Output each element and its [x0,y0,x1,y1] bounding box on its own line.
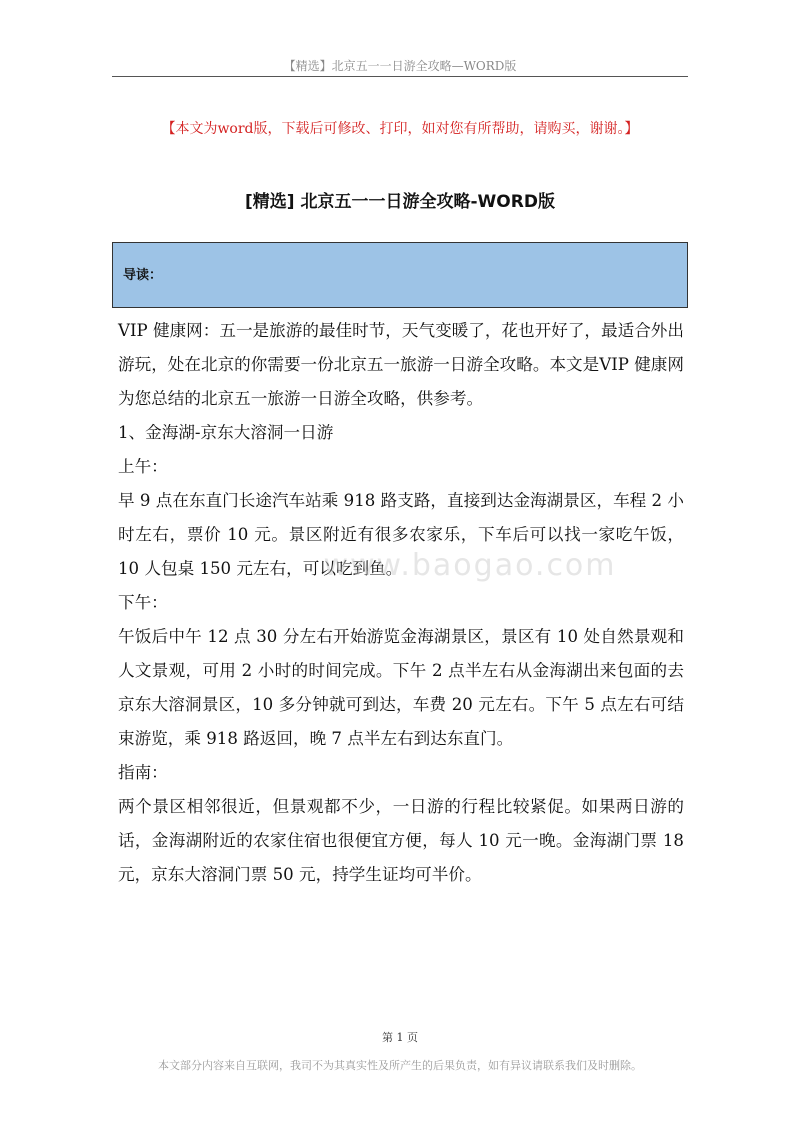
guide-paragraph: 两个景区相邻很近，但景观都不少，一日游的行程比较紧促。如果两日游的话，金海湖附近的农家住宿也很便宜方便，每人 10 元一晚。金海湖门票 18 元，京东大溶洞门票 50 元，持学生证均可半价。 [118,797,684,884]
guide-label: 导读： [123,268,163,283]
watermark: www.baogao.com [323,548,617,583]
afternoon-paragraph: 午饭后中午 12 点 30 分左右开始游览金海湖景区，景区有 10 处自然景观和人文景观，可用 2 小时的时间完成。下午 2 点半左右从金海湖出来包面的去京东大溶洞景区，10 多分钟就可到达，车费 20 元左右。下午 5 点左右可结束游览，乘 918 路返回，晚 7 点半左右到达东直门。 [118,627,684,748]
guide-heading: 指南： [118,763,168,782]
document-body [118,314,684,892]
morning-heading: 上午： [118,457,168,476]
header-divider [112,76,688,77]
afternoon-heading: 下午： [118,593,168,612]
word-version-notice: 【本文为word版，下载后可修改、打印，如对您有所帮助，请购买，谢谢。】 [161,121,639,137]
footer-disclaimer: 本文部分内容来自互联网，我司不为其真实性及所产生的后果负责，如有异议请联系我们及时删除。 [158,1059,642,1072]
guide-box [112,242,688,308]
section-heading: 1、金海湖-京东大溶洞一日游 [118,423,334,442]
intro-paragraph: VIP 健康网：五一是旅游的最佳时节，天气变暖了，花也开好了，最适合外出游玩，处在北京的你需要一份北京五一旅游一日游全攻略。本文是VIP 健康网为您总结的北京五一旅游一日游全攻略，供参考。 [118,321,684,408]
document-title: [精选] 北京五一一日游全攻略-WORD版 [245,192,555,212]
page-header: 【精选】北京五一一日游全攻略—WORD版 [283,59,517,73]
page-number: 第 1 页 [382,1031,418,1044]
morning-paragraph: 早 9 点在东直门长途汽车站乘 918 路支路，直接到达金海湖景区，车程 2 小时左右，票价 10 元。景区附近有很多农家乐，下车后可以找一家吃午饭，10 人包桌 150 元左右，可以吃到鱼。 [118,491,684,578]
